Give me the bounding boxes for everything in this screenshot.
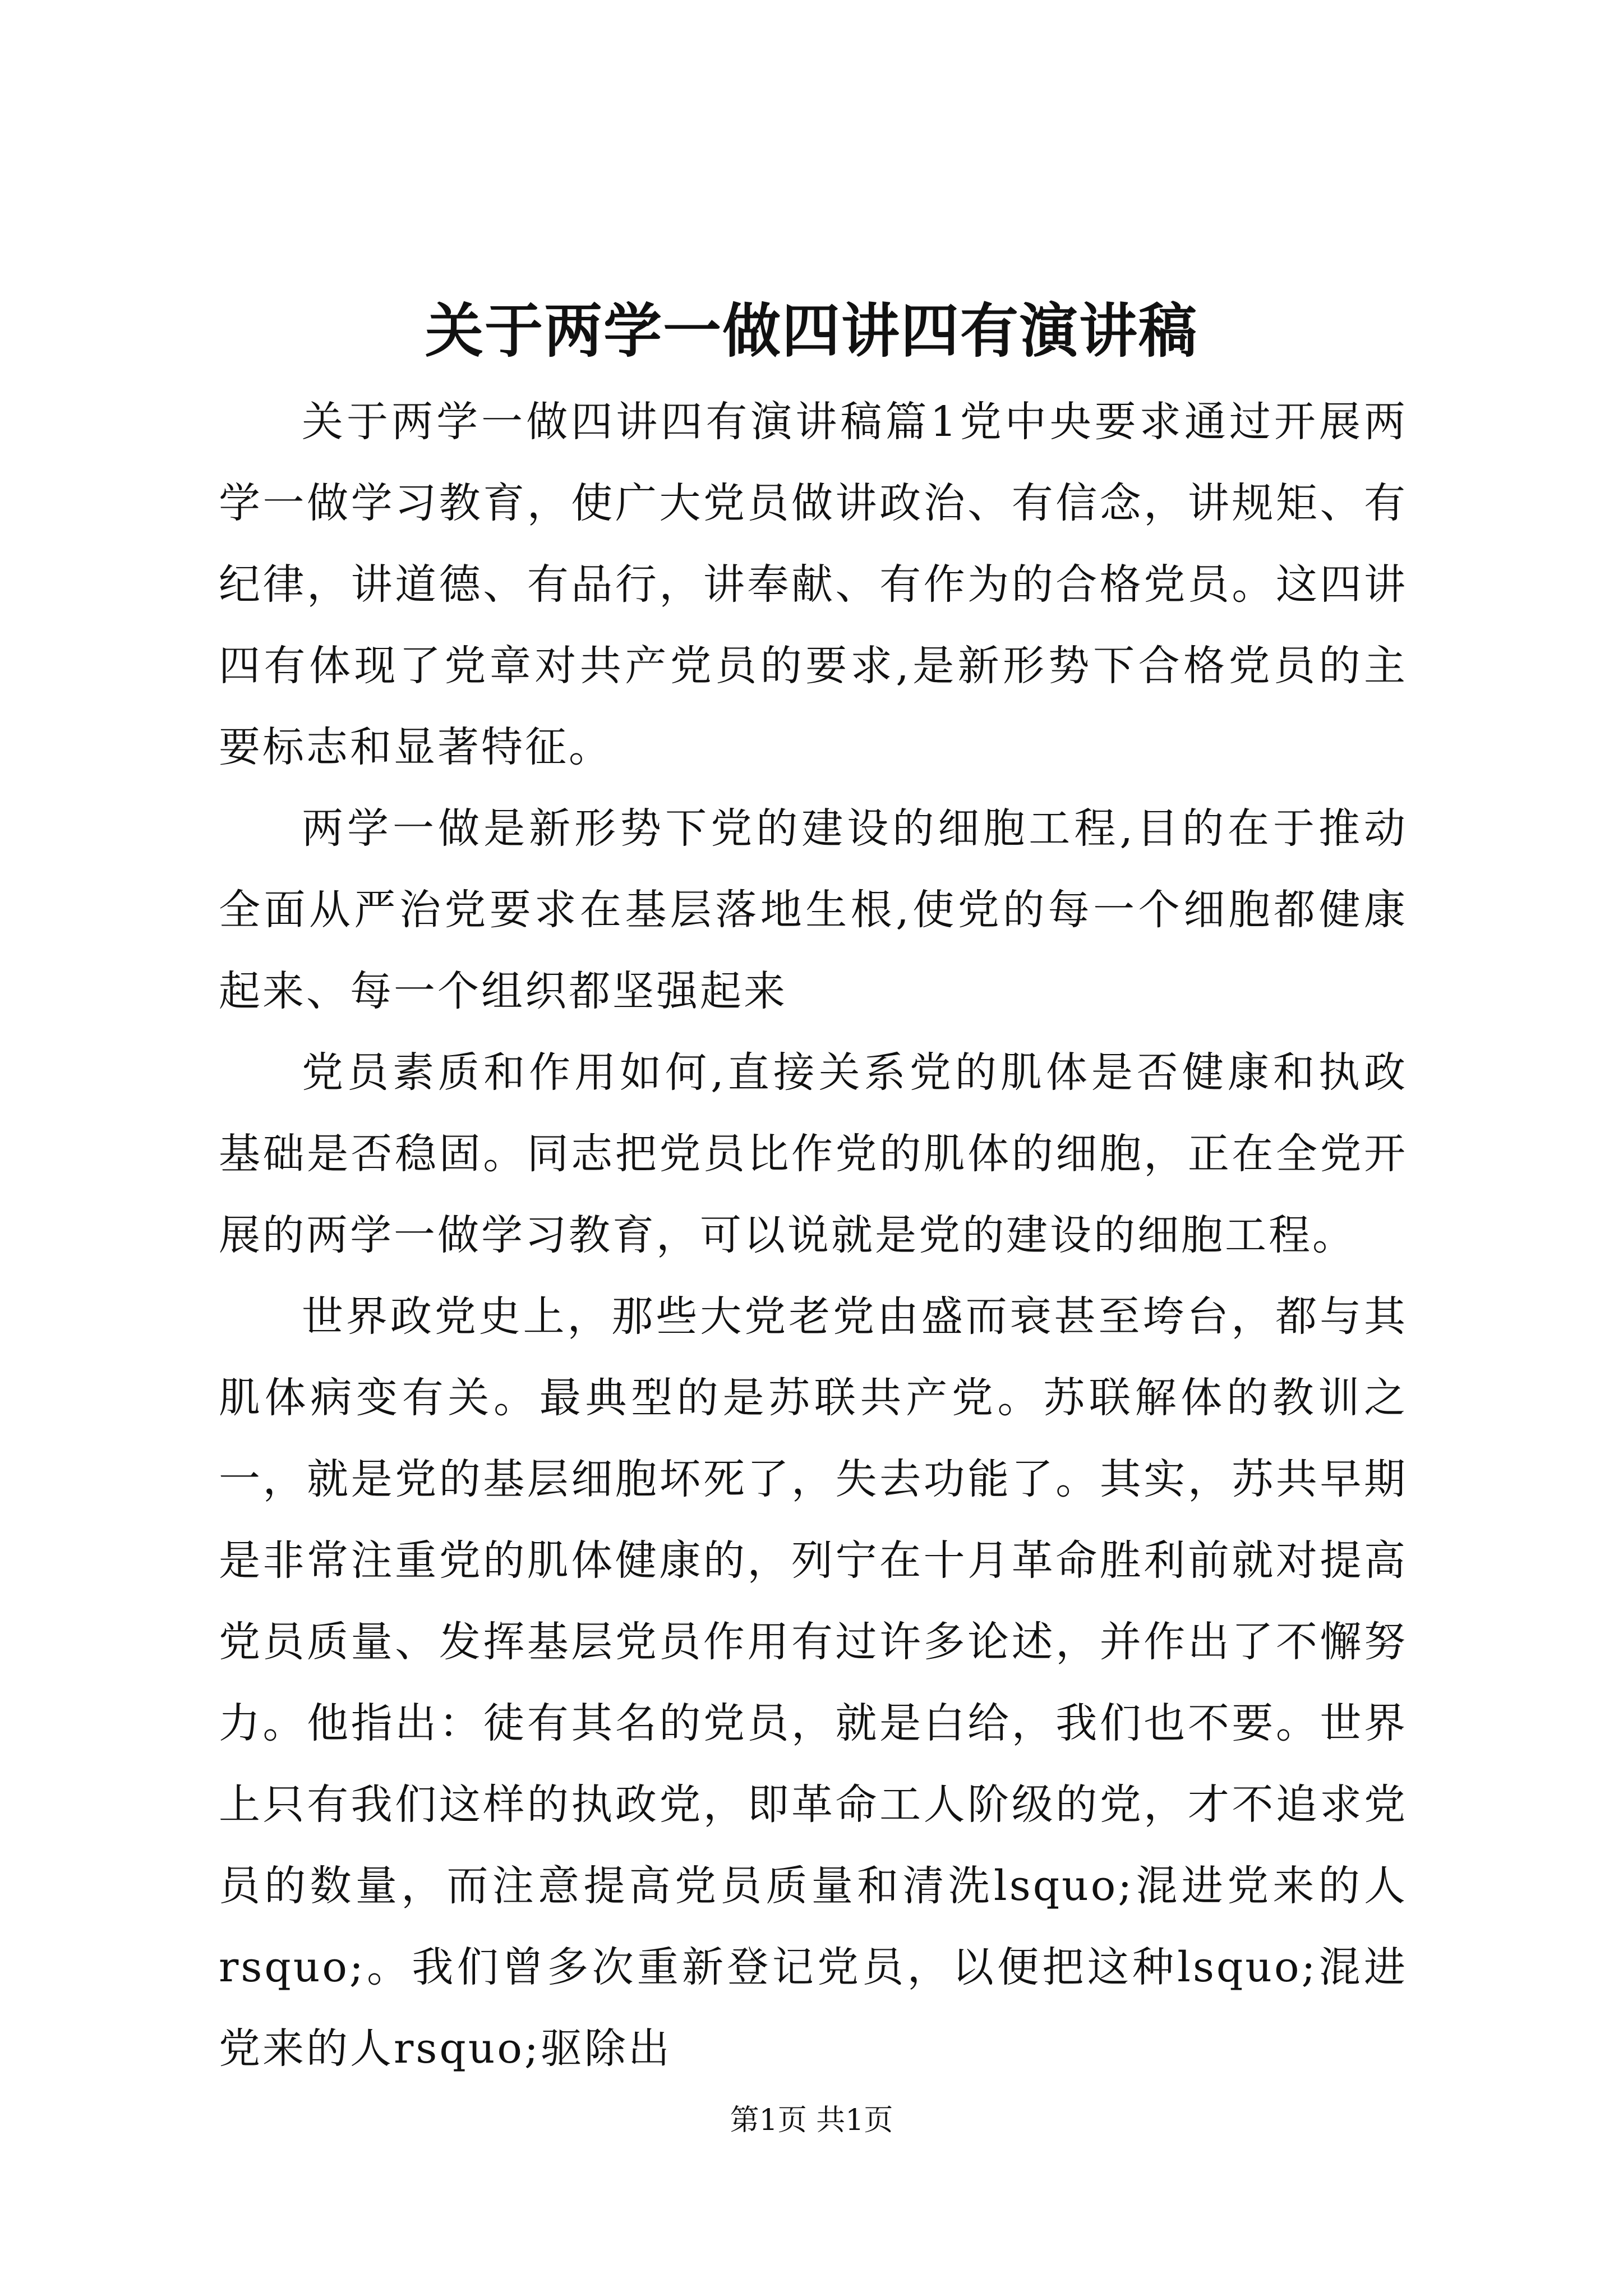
paragraph-4: 世界政党史上，那些大党老党由盛而衰甚至垮台，都与其肌体病变有关。最典型的是苏联共产党。苏联解体的教训之一，就是党的基层细胞坏死了，失去功能了。其实，苏共早期是非常注重党的肌体健康的，列宁在十月革命胜利前就对提高党员质量、发挥基层党员作用有过许多论述，并作出了不懈努力。他指出：徒有其名的党员，就是白给，我们也不要。世界上只有我们这样的执政党，即革命工人阶级的党，才不追求党员的数量，而注意提高党员质量和清洗lsquo;混进党来的人rsquo;。我们曾多次重新登记党员，以便把这种lsquo;混进党来的人rsquo;驱除出 bbox=[219, 1292, 1408, 2073]
paragraph-3: 党员素质和作用如何,直接关系党的肌体是否健康和执政基础是否稳固。同志把党员比作党的肌体的细胞，正在全党开展的两学一做学习教育，可以说就是党的建设的细胞工程。 bbox=[219, 1048, 1408, 1259]
page-footer: 第1页 共1页 bbox=[730, 2104, 893, 2137]
paragraph-1: 关于两学一做四讲四有演讲稿篇1党中央要求通过开展两学一做学习教育，使广大党员做讲政治、有信念，讲规矩、有纪律，讲道德、有品行，讲奉献、有作为的合格党员。这四讲四有体现了党章对共产党员的要求,是新形势下合格党员的主要标志和显著特征。 bbox=[219, 398, 1408, 771]
paragraph-2: 两学一做是新形势下党的建设的细胞工程,目的在于推动全面从严治党要求在基层落地生根,使党的每一个细胞都健康起来、每一个组织都坚强起来 bbox=[219, 804, 1408, 1015]
document-title: 关于两学一做四讲四有演讲稿 bbox=[425, 296, 1198, 365]
document-body bbox=[219, 381, 1408, 2090]
